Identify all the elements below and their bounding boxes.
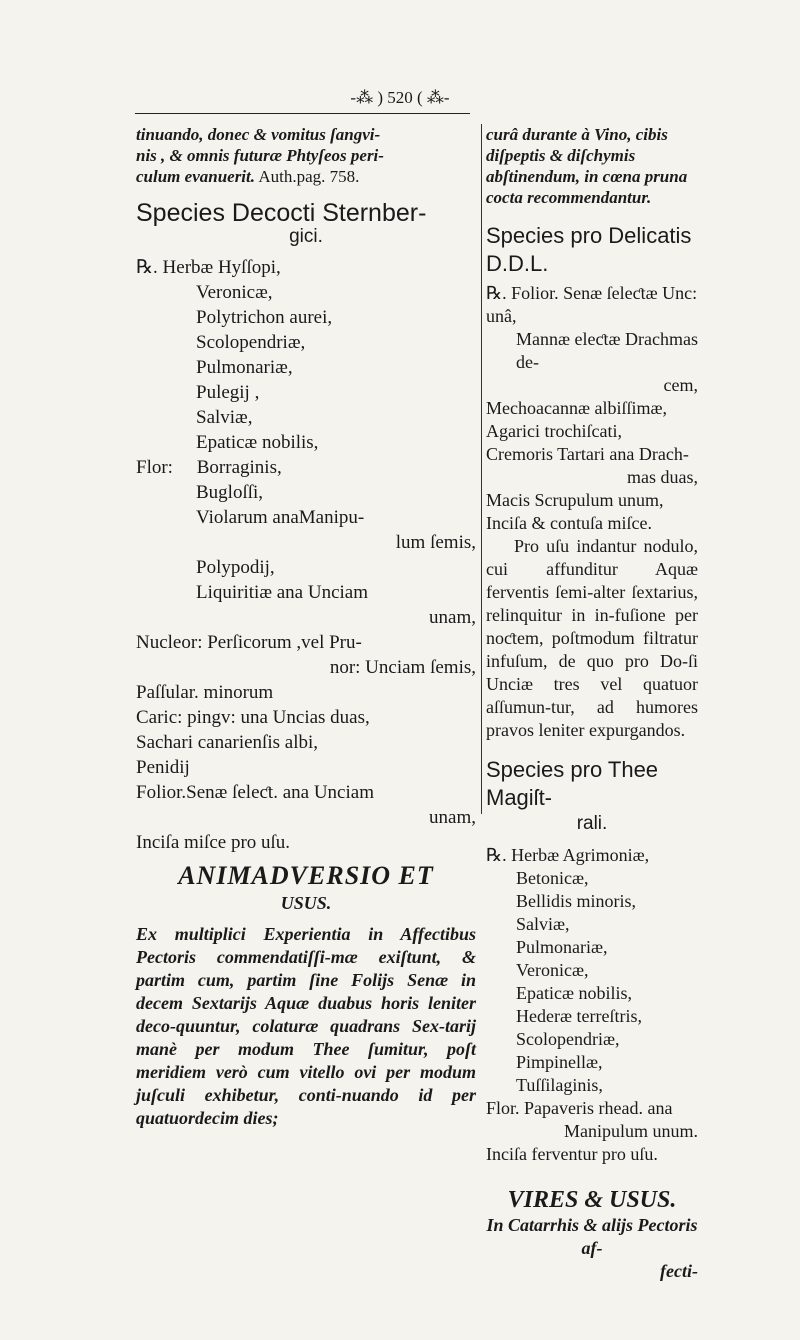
ingredient-cont: nor: Unciam ſemis,: [329, 657, 476, 678]
ingredient-first: Herbæ Hyſſopi,: [162, 257, 281, 278]
ingredient: Agarici trochiſcati,: [486, 421, 622, 441]
header-rule: [135, 113, 470, 114]
ingredient: Polytrichon aurei,: [196, 307, 333, 328]
ingredient: Veronicæ,: [516, 960, 589, 980]
section-heading-decoction-cont: gici.: [289, 226, 323, 247]
page-number: 520: [387, 88, 413, 107]
ingredient-cont: mas duas,: [627, 467, 698, 487]
ingredient: Paſſular. minorum: [136, 682, 274, 703]
ingredient: Salviæ,: [196, 407, 253, 428]
ingredient: Scolopendriæ,: [516, 1029, 620, 1049]
ingredient: Epaticæ nobilis,: [196, 432, 319, 453]
flor-label: Flor.: [486, 1098, 520, 1118]
page-header: [0, 88, 800, 122]
ingredient-cont: Manipulum unum.: [564, 1121, 698, 1141]
ingredient: Sachari canarienſis albi,: [136, 732, 319, 753]
ingredient: Tuſſilaginis,: [516, 1075, 603, 1095]
ingredient-first: Herbæ Agrimoniæ,: [511, 845, 650, 865]
section-heading-delicatis: Species pro Delicatis D.D.L.: [486, 223, 692, 276]
ingredient-first: Folior. Senæ ſeleƈtæ Unc: unâ,: [486, 283, 698, 326]
recipe-line-first: [136, 255, 476, 280]
ingredient: Salviæ,: [516, 914, 570, 934]
ingredient: Veronicæ,: [196, 282, 273, 303]
ingredient: Pulegij ,: [196, 382, 260, 403]
rx-symbol: ℞.: [486, 845, 507, 865]
ingredient: Betonicæ,: [516, 868, 589, 888]
flor-line: [486, 1097, 698, 1120]
instruction: Inciſa & contuſa miſce.: [486, 513, 652, 533]
preparation-text: Pro uſu indantur nodulo, cui affunditur Aquæ ferventis ſemi-alter ſextarius, relinquitur in in-fuſione per noƈtem, poſtmodum filtratur infuſum, de quo pro Do-ſi Unciæ tres vel quatuor aſſumun-tur, ad humores pravos leniter expurgandos.: [486, 536, 698, 740]
animadversio-subtitle: USUS.: [280, 893, 332, 913]
vires-text: In Catarrhis & alijs Pectoris af-: [486, 1215, 698, 1258]
ingredient: Polypodij,: [196, 557, 275, 578]
right-intro: curâ durante à Vino, cibis diſpeptis & diſchymis abſtinendum, in cœna pruna cocta recommendantur.: [486, 125, 688, 207]
ingredient: Liquiritiæ ana Unciam: [196, 582, 369, 603]
ingredient-cont: cem,: [663, 375, 698, 395]
ingredient-cont: unam,: [429, 607, 476, 628]
rx-symbol: ℞.: [486, 283, 507, 303]
section-heading-thee: Species pro Thee Magiſt-: [486, 757, 659, 810]
flor-label: Flor:: [136, 457, 173, 478]
animadversio-text: Ex multiplici Experientia in Affectibus Pectoris commendatiſſi-mæ exiſtunt, & partim cum, partim ſine Folijs Senæ in decem Sextarijs Aquæ duabus horis leniter deco-quuntur, colaturæ quadrans Sex-tarij manè per modum Thee ſumitur, poſt meridiem verò cum vitello ovi per modum juſculi exhibetur, conti-nuando id per quatuordecim dies;: [136, 924, 476, 1128]
ingredient: Papaveris rhead. ana: [524, 1098, 673, 1118]
ingredient: Mannæ eleƈtæ Drachmas de-: [516, 329, 698, 372]
ingredient: Borraginis,: [196, 457, 282, 478]
recipe-line-first: [486, 844, 698, 867]
left-intro-ref: Auth.pag. 758.: [258, 167, 360, 186]
ingredient: Penidij: [136, 757, 190, 778]
ingredient: Folior.Senæ ſeleƈt. ana Unciam: [136, 782, 374, 803]
animadversio-title: ANIMADVERSIO ET: [178, 861, 434, 890]
ingredient: Epaticæ nobilis,: [516, 983, 632, 1003]
header-left-ornament: -⁂ ): [350, 88, 383, 107]
left-intro-end: [136, 166, 476, 187]
ingredient: Pulmonariæ,: [516, 937, 608, 957]
ingredient: Macis Scrupulum unum,: [486, 490, 664, 510]
vires-text-cont: fecti-: [660, 1261, 698, 1281]
ingredient-cont: lum ſemis,: [395, 532, 476, 553]
ingredient: Scolopendriæ,: [196, 332, 306, 353]
ingredient: Pulmonariæ,: [196, 357, 293, 378]
right-column: [486, 124, 698, 1283]
ingredient: Cremoris Tartari ana Drach-: [486, 444, 689, 464]
rx-symbol: ℞.: [136, 257, 158, 278]
ingredient: Bellidis minoris,: [516, 891, 637, 911]
ingredient: Caric: pingv: una Uncias duas,: [136, 707, 370, 728]
ingredient: Hederæ terreſtris,: [516, 1006, 642, 1026]
ingredient: Mechoacannæ albiſſimæ,: [486, 398, 667, 418]
ingredient: Bugloſſi,: [196, 482, 264, 503]
ingredient: Violarum anaManipu-: [196, 507, 365, 528]
left-intro-last: culum evanuerit.: [136, 167, 256, 186]
section-heading-thee-cont: rali.: [576, 813, 608, 834]
recipe-line-first: [486, 282, 698, 328]
flor-line: [136, 455, 476, 480]
instruction: Inciſa ferventur pro uſu.: [486, 1144, 658, 1164]
section-heading-decoction: Species Decocti Sternber-: [136, 199, 427, 227]
column-divider: [481, 124, 482, 814]
left-column: [136, 124, 476, 1130]
instruction: Inciſa miſce pro uſu.: [136, 832, 291, 853]
ingredient: Pimpinellæ,: [516, 1052, 603, 1072]
vires-title: VIRES & USUS.: [507, 1187, 677, 1213]
header-right-ornament: ( ⁂-: [417, 88, 450, 107]
ingredient-cont: unam,: [429, 807, 476, 828]
ingredient: Nucleor: Perſicorum ,vel Pru-: [136, 632, 362, 653]
left-intro: tinuando, donec & vomitus ſangvi- nis , & omnis futuræ Phtyſeos peri-: [136, 125, 384, 165]
